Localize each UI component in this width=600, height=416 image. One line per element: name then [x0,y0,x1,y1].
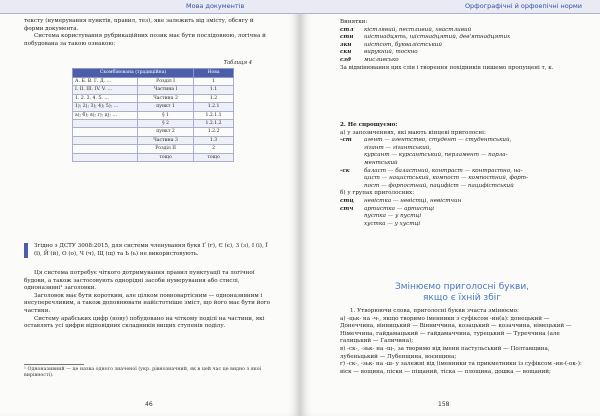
section-body [340,308,584,376]
exception-row: стл кістлявий, пестливий, хвастливий [340,26,472,33]
numbering-table [72,68,234,162]
example-line: невістка — невістці, невістчин [364,197,462,204]
paragraph: Ця система потребує чіткого дотримування правил пунктуації та логічної будови, а також застосовують однорідні засоби нумерування або стислі, одноназивні¹ заголовки. [24,270,255,292]
exception-row: скн вирукний, тоскно [340,49,418,56]
running-header: Мова документів [0,0,300,14]
example-line: гігант — гігантський, [364,144,432,151]
page-number: 158 [438,401,450,408]
example-line: агент — агентство, студент — студентський, [364,137,512,144]
paragraph: Систему арабських цифр (нову) побудовано на чіткому поділі на частини, які оставлять усі цифри відповідних складників вищих ступенів поділу. [24,315,265,330]
footnote: ¹ Одноназивний — це назва одного значеної (укр. рівнозначний, як в цей час це видно з якої вирівності). [24,367,262,378]
example-line: пост — форпостний, пацифіст — пацифістський [364,182,514,189]
no-simplify-block [340,122,584,228]
right-page [300,0,600,416]
example-group: -ст агент — агентство, студент — студентський, гігант — гігантський, курсант — курсантський, перламент — парла- ментський [340,137,584,167]
running-header: Орфографічні й орфоепічні норми [300,0,600,14]
table-row: тощо тощо [73,153,234,161]
paragraph: в) -ск-, -зьк- на -щ-, за творимо від імени пастульський — Полтавщина, лубеньцький — Лубенщина, воєнщина; [340,345,550,360]
example-group: стц невістка — невістці, невістчин [340,198,584,206]
table-row: Розділ ІІ 2 [73,145,234,153]
paragraph: тексту (нумерування пунктів, правил, тез), яке залежить від змісту, обсягу й форми документа. [24,18,254,32]
table-row: пункт 2 1.2.2 [73,128,234,136]
intro-text [24,18,274,48]
rule-text: За відмінювання цих слів і творення похідників пишемо пропущені т, к. [340,64,554,71]
table-row: а); б); в); г); д); … § 1 1.2.1.1 [73,111,234,119]
exception-row: сзд мисливсько [340,56,399,63]
numbering-table-wrap [72,68,234,162]
table-header-cell: Нова [194,69,234,78]
section-heading: Змінюємо приголосні букви, якщо є їхній збіг [394,282,530,303]
table-header-cell: Скомбінована (традиційна) [73,69,194,78]
paragraph: г) -ск-, -зьк- на -ш- у залежні від (іменники та прикметники із суфіксом -ин-(-ок-): віск — вощина, піски — піщаний, тіска — площина, дошка — вощаний; [340,361,582,375]
exceptions-title: Винятки: [340,19,368,25]
example-line: артистка — артистці [364,205,435,212]
table-row: А. Б. В. Г. Д. … Розділ І 1 [73,78,234,86]
example-line: курсант — курсантський, перламент — парла- [364,152,508,159]
example-line: ментський [364,159,398,166]
example-line: хустка — у хустці [364,220,421,227]
table-row: 1. 2. 3. 4. 5. … Частина 2 1.2 [73,94,234,102]
table-row: Частина 3 1.3 [73,136,234,144]
table-row: 1); 2); 3); 4); 5); … пункт 1 1.2.1 [73,103,234,111]
exception-row: стн шістнадцять, шістнадцятий, дев'ятнадцятих [340,34,511,41]
example-line: балаcт — баластний, контраст — контрастно, на- [364,167,523,174]
page-number: 46 [145,401,153,408]
item-subtitle: а) у запозиченнях, які мають кінцеві приголосні: [340,129,486,136]
table-body [73,78,234,162]
example-line: пустка — у пустці [364,213,422,220]
example-group: -ск балаcт — баластний, контраст — контрастно, на- цист — нацистський, компост — компостний, форт- пост — форпостний, пацифіст — пацифістський [340,168,584,191]
table-caption: Таблиця 4 [223,60,252,66]
info-note: Згідно з ДСТУ 3008:2015, для системи членування букв Ґ (г), Є (є), З (з), І (і), Ї (ї), Й (й), О (о), Ч (ч), Щ (щ) та Ь (ь) не використовують. [24,243,274,258]
paragraph: а) -цьк- на -ч-, якщо творимо іменники з суфіксом -ин(а): донецький — Донеччина, вінницький — Вінниччина, козацький — козаччина, німецький — Німеччина, гайдамацький — гайдамаччина, турецький — Туреччина (але галицький — Галичина); [340,315,572,345]
exceptions-block [340,19,584,72]
example-group: стч артистка — артистці пустка — у пустці хустка — у хустці [340,206,584,229]
item-subtitle: б) у групах приголосних: [340,190,415,197]
footnote-rule [24,364,84,365]
paragraph: Заголовок має бути коротким, але цілком повновартісним — одноназивним і несуперечливим, а також доповнювати найістотніше зміст, що його має бути його частини. [24,292,271,314]
item-title: 2. Не спрощуємо: [340,122,398,128]
paragraph: 1. Утворюючи слова, приголосні букви зчаста змінюємо: [350,308,519,314]
example-line: цист — нацистський, компост — компостний, форт- [364,175,528,182]
paragraph: Система користування рубрикаційних позик має бути послідовною, логічна й побудована за такою ознакою: [24,33,266,47]
body-text [24,270,276,331]
table-row: І. ІІ. ІІІ. IV. V. … Частина І 1.1 [73,86,234,94]
table-row: § 2 1.2.1.2 [73,120,234,128]
exception-row: зкн шістсот, буквалістський [340,41,442,48]
